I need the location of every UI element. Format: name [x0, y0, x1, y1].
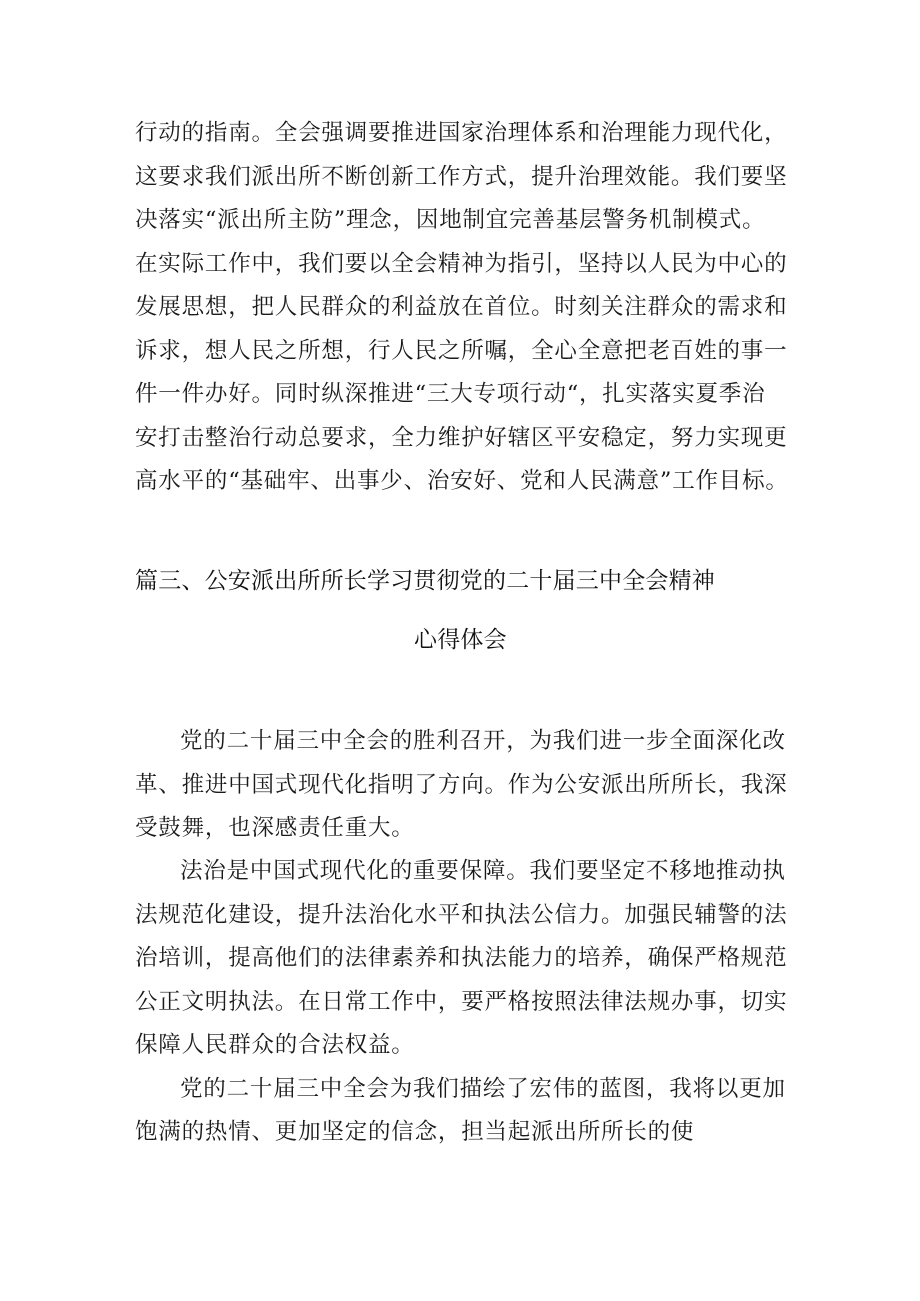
- text-line: 决落实“派出所主防”理念，因地制宜完善基层警务机制模式。: [135, 207, 766, 233]
- text-line: 党的二十届三中全会为我们描绘了宏伟的蓝图，我将以更加: [180, 1076, 786, 1102]
- text-line: 治培训，提高他们的法律素养和执法能力的培养，确保严格规范: [135, 945, 788, 971]
- text-line: 法规范化建设，提升法治化水平和执法公信力。加强民辅警的法: [135, 902, 788, 928]
- section-title-line-2: 心得体会: [414, 627, 507, 653]
- text-line: 法治是中国式现代化的重要保障。我们要坚定不移地推动执: [180, 858, 786, 884]
- text-line: 饱满的热情、更加坚定的信念，担当起派出所所长的使: [135, 1119, 695, 1145]
- text-line: 受鼓舞，也深感责任重大。: [135, 815, 415, 841]
- text-line: 发展思想，把人民群众的利益放在首位。时刻关注群众的需求和: [135, 294, 788, 320]
- section-title-line-1: 篇三、公安派出所所长学习贯彻党的二十届三中全会精神: [135, 568, 715, 594]
- text-line: 革、推进中国式现代化指明了方向。作为公安派出所所长，我深: [135, 772, 788, 798]
- text-line: 在实际工作中，我们要以全会精神为指引，坚持以人民为中心的: [135, 251, 788, 277]
- text-line: 诉求，想人民之所想，行人民之所嘱，全心全意把老百姓的事一: [135, 338, 788, 364]
- text-line: 高水平的“基础牢、出事少、治安好、党和人民满意”工作目标。: [135, 468, 789, 494]
- text-line: 行动的指南。全会强调要推进国家治理体系和治理能力现代化，: [135, 120, 788, 146]
- text-line: 公正文明执法。在日常工作中，要严格按照法律法规办事，切实: [135, 989, 788, 1015]
- text-line: 这要求我们派出所不断创新工作方式，提升治理效能。我们要坚: [135, 164, 788, 190]
- text-line: 保障人民群众的合法权益。: [135, 1032, 415, 1058]
- text-line: 安打击整治行动总要求，全力维护好辖区平安稳定，努力实现更: [135, 425, 788, 451]
- text-line: 件一件办好。同时纵深推进“三大专项行动“，扎实落实夏季治: [135, 381, 766, 407]
- text-line: 党的二十届三中全会的胜利召开，为我们进一步全面深化改: [180, 728, 786, 754]
